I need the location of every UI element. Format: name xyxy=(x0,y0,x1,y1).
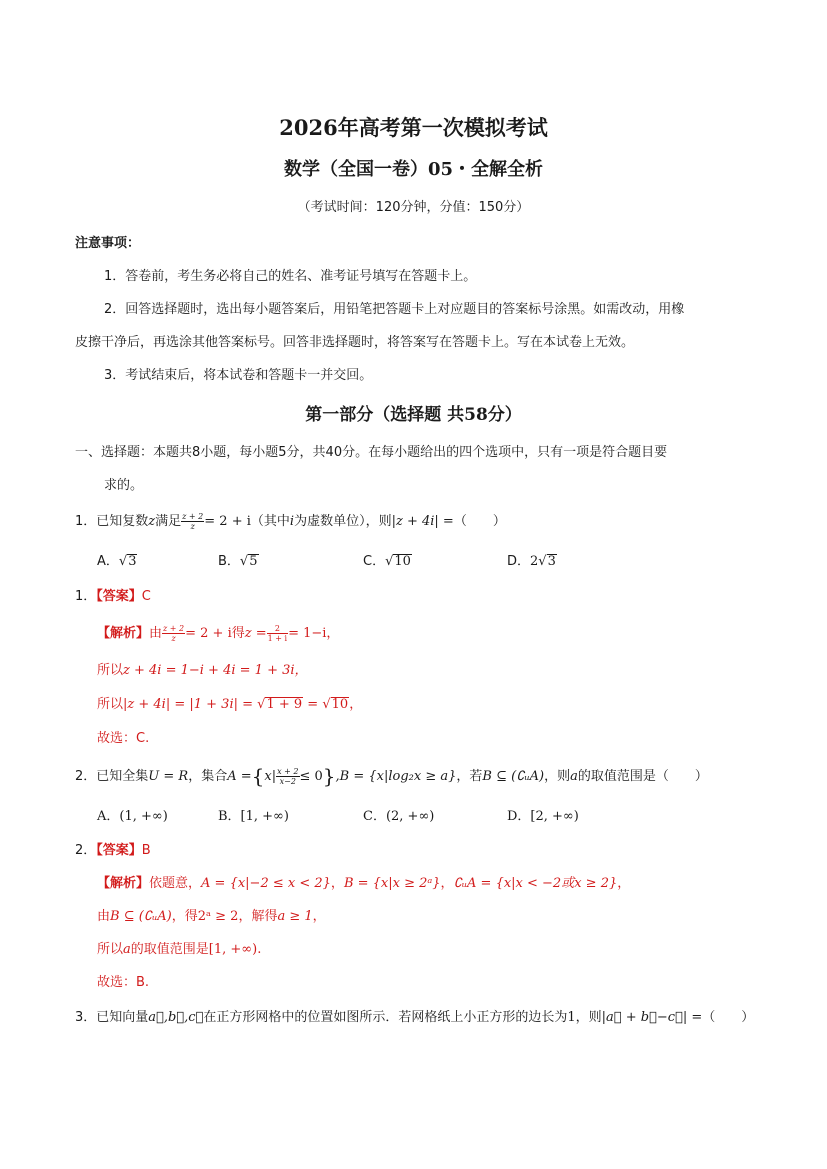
question-1-option-b: B．√5 xyxy=(218,554,258,569)
notice-item-2-line2: 皮擦干净后，再选涂其他答案标号。回答非选择题时，将答案写在答题卡上。写在本试卷上无效。 xyxy=(75,335,635,350)
question-2-option-c: C．(2, +∞) xyxy=(363,809,435,824)
question-2-stem: 2．已知全集U = R，集合A ={x| $\frac{x + 2}{x-2}$ ≤ 0},B = {x|log₂x ≥ a}，若B ⊆ (∁ᵤA)，则a的取值范围是（ ） xyxy=(75,764,708,788)
question-2-answer: 2．【答案】B xyxy=(75,843,151,858)
question-number: 2． xyxy=(75,769,97,784)
question-1-option-c: C．√10 xyxy=(363,554,411,569)
page-subtitle: 数学（全国一卷）05・全解全析 xyxy=(283,159,544,180)
fraction: $\frac{z + 2}{z}$ xyxy=(182,512,204,531)
section-intro-line2: 求的。 xyxy=(104,478,144,493)
question-2-solution-line3: 所以a的取值范围是[1, +∞). xyxy=(97,942,262,957)
page-title: 2026年高考第一次模拟考试 xyxy=(279,115,548,140)
question-2-option-d: D．[2, +∞) xyxy=(507,809,579,824)
question-number: 1． xyxy=(75,514,97,529)
question-number: 3． xyxy=(75,1010,97,1025)
notice-item-2-line1: 2．回答选择题时，选出每小题答案后，用铅笔把答题卡上对应题目的答案标号涂黑。如需改动，用橡 xyxy=(104,302,685,317)
question-1-solution-line3: 所以|z + 4i| = |1 + 3i| = √1 + 9 = √10， xyxy=(97,697,363,712)
question-1-solution-line4: 故选：C. xyxy=(97,731,150,746)
question-1-stem: 1．已知复数z满足 $\frac{z + 2}{z}$ = 2 + i（其中i为虚数单位），则|z + 4i| =（ ） xyxy=(75,512,506,531)
question-1-option-d: D．2√3 xyxy=(507,554,556,569)
question-1-option-a: A．√3 xyxy=(97,554,137,569)
fraction: $\frac{x + 2}{x-2}$ xyxy=(277,767,299,786)
question-2-option-b: B．[1, +∞) xyxy=(218,809,289,824)
question-1-answer: 1．【答案】C xyxy=(75,589,151,604)
notice-heading: 注意事项： xyxy=(75,236,141,251)
section-intro-line1: 一、选择题：本题共8小题，每小题5分，共40分。在每小题给出的四个选项中，只有一项是符合题目要 xyxy=(75,445,668,460)
question-1-solution-line1: 【解析】由 $\frac{z + 2}{z}$ = 2 + i得z = $\frac{2}{1 + i}$ = 1−i， xyxy=(97,624,340,643)
notice-item-3: 3．考试结束后，将本试卷和答题卡一并交回。 xyxy=(104,368,373,383)
question-2-solution-line2: 由B ⊆ (∁ᵤA)，得2ᵃ ≥ 2，解得a ≥ 1， xyxy=(97,909,326,924)
fraction: $\frac{2}{1 + i}$ xyxy=(267,624,288,643)
question-2-solution-line1: 【解析】依题意，A = {x|−2 ≤ x < 2}，B = {x|x ≥ 2ᵃ}，∁ᵤA = {x|x < −2或x ≥ 2}， xyxy=(97,876,631,891)
question-2-option-a: A．(1, +∞) xyxy=(97,809,168,824)
question-2-solution-line4: 故选：B. xyxy=(97,975,150,990)
section-title: 第一部分（选择题 共58分） xyxy=(305,405,522,425)
fraction: $\frac{z + 2}{z}$ xyxy=(163,624,185,643)
question-1-solution-line2: 所以z + 4i = 1−i + 4i = 1 + 3i， xyxy=(97,663,308,678)
question-3-stem: 3．已知向量a⃗,b⃗,c⃗在正方形网格中的位置如图所示．若网格纸上小正方形的边长为1，则|a⃗ + b⃗−c⃗| =（ ） xyxy=(75,1010,755,1025)
notice-item-1: 1．答卷前，考生务必将自己的姓名、准考证号填写在答题卡上。 xyxy=(104,269,477,284)
exam-time-info: （考试时间：120分钟，分值：150分） xyxy=(297,200,530,215)
